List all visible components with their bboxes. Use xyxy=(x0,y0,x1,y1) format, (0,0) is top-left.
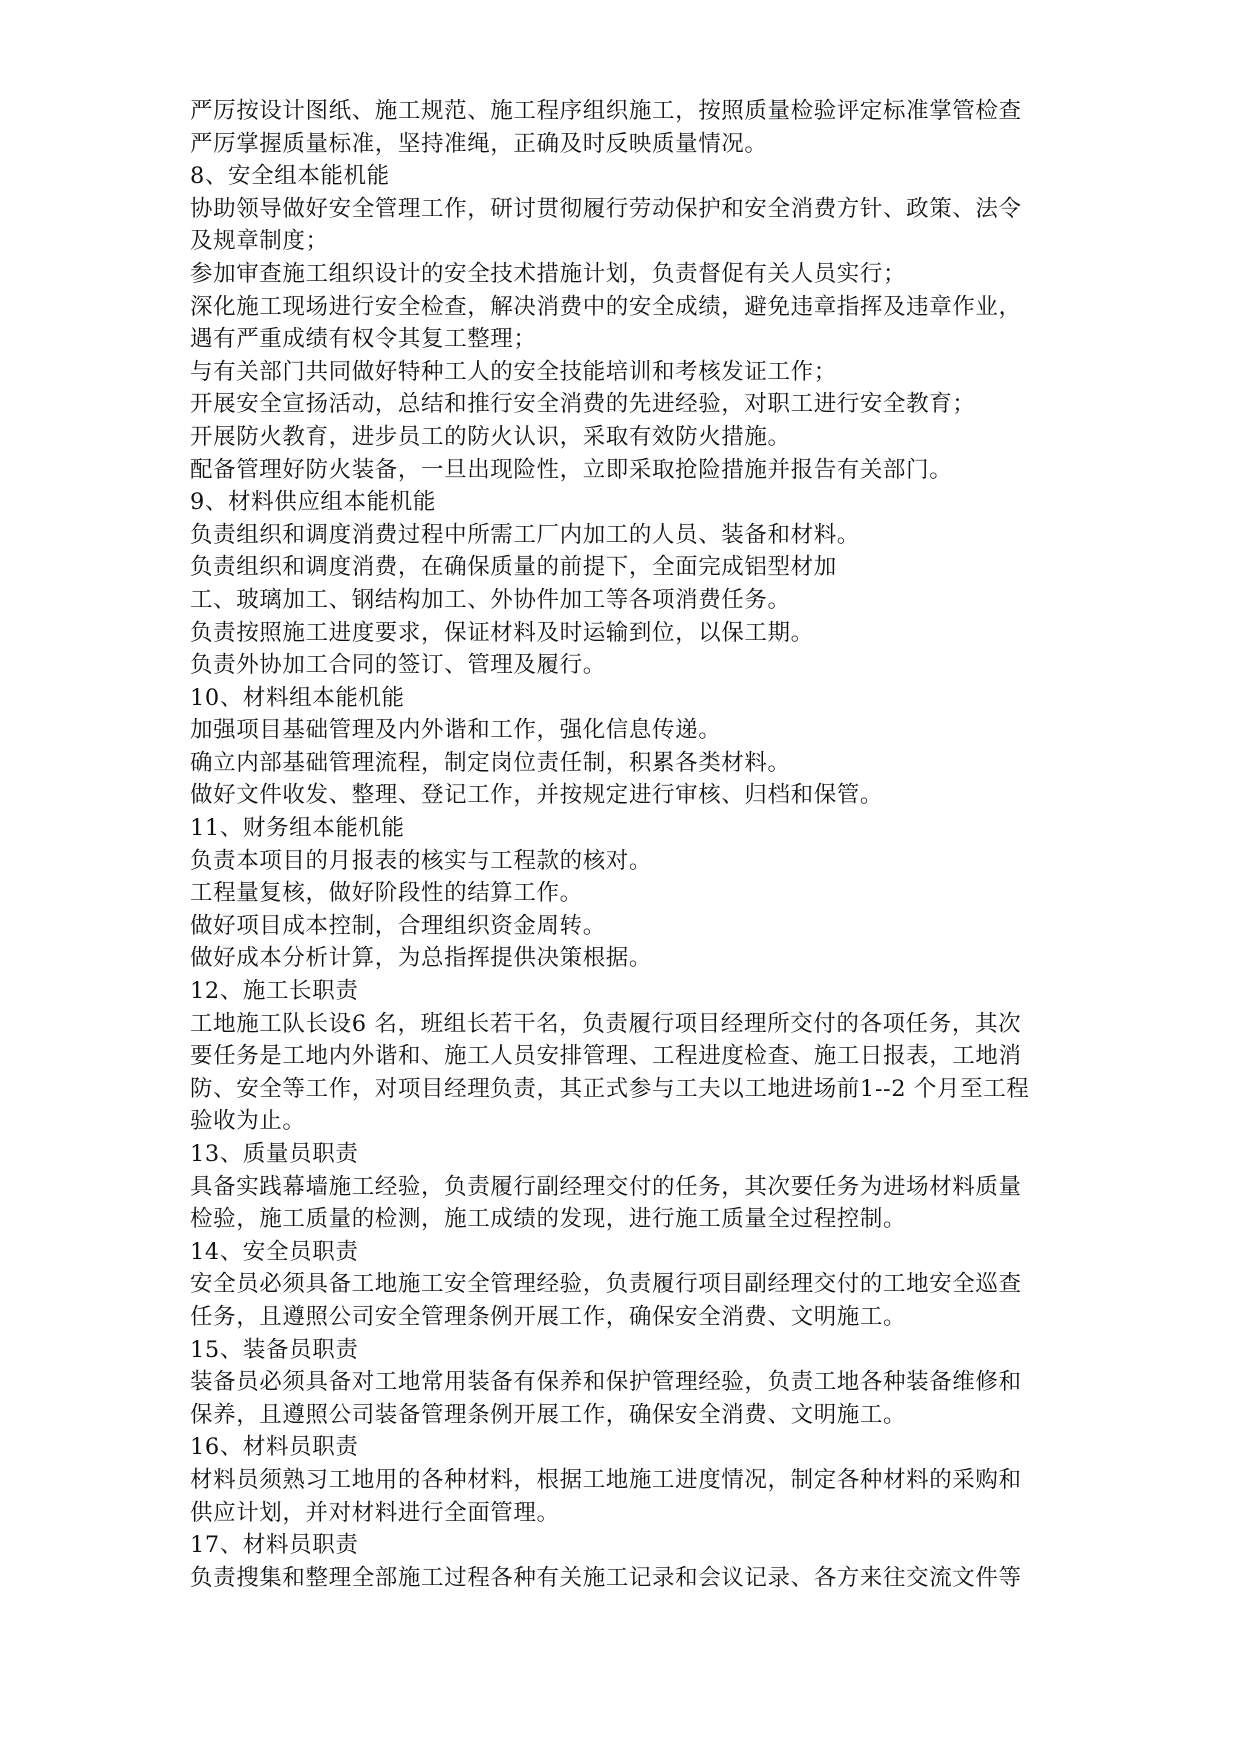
text-line: 做好成本分析计算，为总指挥提供决策根据。 xyxy=(190,945,653,972)
text-line: 确立内部基础管理流程，制定岗位责任制，积累各类材料。 xyxy=(190,749,791,776)
section-heading: 17、材料员职责 xyxy=(190,1532,359,1559)
text-line: 装备员必须具备对工地常用装备有保养和保护管理经验，负责工地各种装备维修和 xyxy=(190,1369,1022,1396)
text-line: 供应计划，并对材料进行全面管理。 xyxy=(190,1499,560,1526)
text-line: 与有关部门共同做好特种工人的安全技能培训和考核发证工作； xyxy=(190,358,837,385)
text-line: 开展防火教育，进步员工的防火认识，采取有效防火措施。 xyxy=(190,423,791,450)
text-line: 负责按照施工进度要求，保证材料及时运输到位，以保工期。 xyxy=(190,619,814,646)
section-heading: 10、材料组本能机能 xyxy=(190,684,405,711)
text-line: 负责本项目的月报表的核实与工程款的核对。 xyxy=(190,847,653,874)
text-line: 开展安全宣扬活动，总结和推行安全消费的先进经验，对职工进行安全教育； xyxy=(190,391,976,418)
text-line: 严厉按设计图纸、施工规范、施工程序组织施工，按照质量检验评定标准掌管检查 xyxy=(190,98,1022,124)
text-line: 检验，施工质量的检测，施工成绩的发现，进行施工质量全过程控制。 xyxy=(190,1206,907,1233)
text-line: 负责搜集和整理全部施工过程各种有关施工记录和会议记录、各方来往交流文件等 xyxy=(190,1564,1022,1591)
section-heading: 8、安全组本能机能 xyxy=(190,163,390,190)
text-line: 保养，且遵照公司装备管理条例开展工作，确保安全消费、文明施工。 xyxy=(190,1401,907,1428)
text-line: 配备管理好防火装备，一旦出现险性，立即采取抢险措施并报告有关部门。 xyxy=(190,456,953,483)
text-line: 工、玻璃加工、钢结构加工、外协件加工等各项消费任务。 xyxy=(190,586,791,613)
text-line: 负责组织和调度消费过程中所需工厂内加工的人员、装备和材料。 xyxy=(190,521,860,548)
section-heading: 14、安全员职责 xyxy=(190,1238,359,1265)
text-line: 协助领导做好安全管理工作，研讨贯彻履行劳动保护和安全消费方针、政策、法令 xyxy=(190,195,1022,222)
text-line: 负责外协加工合同的签订、管理及履行。 xyxy=(190,652,606,679)
section-heading: 15、装备员职责 xyxy=(190,1336,359,1363)
text-line: 具备实践幕墙施工经验，负责履行副经理交付的任务，其次要任务为进场材料质量 xyxy=(190,1173,1022,1200)
text-line: 要任务是工地内外谐和、施工人员安排管理、工程进度检查、施工日报表，工地消 xyxy=(190,1043,1022,1070)
text-line: 负责组织和调度消费，在确保质量的前提下，全面完成铝型材加 xyxy=(190,554,837,581)
text-line: 参加审查施工组织设计的安全技术措施计划，负责督促有关人员实行； xyxy=(190,260,907,287)
section-heading: 12、施工长职责 xyxy=(190,978,359,1005)
section-heading: 13、质量员职责 xyxy=(190,1141,359,1167)
text-line: 做好项目成本控制，合理组织资金周转。 xyxy=(190,912,606,939)
text-line: 工地施工队长设6 名，班组长若干名，负责履行项目经理所交付的各项任务，其次 xyxy=(190,1010,1022,1037)
text-line: 严厉掌握质量标准，坚持准绳，正确及时反映质量情况。 xyxy=(190,130,768,157)
text-line: 深化施工现场进行安全检查，解决消费中的安全成绩，避免违章指挥及违章作业， xyxy=(190,293,1022,320)
section-heading: 9、材料供应组本能机能 xyxy=(190,489,436,516)
text-line: 安全员必须具备工地施工安全管理经验，负责履行项目副经理交付的工地安全巡查 xyxy=(190,1271,1022,1298)
text-line: 遇有严重成绩有权令其复工整理； xyxy=(190,326,537,353)
section-heading: 11、财务组本能机能 xyxy=(190,815,405,842)
text-line: 防、安全等工作，对项目经理负责，其正式参与工夫以工地进场前1--2 个月至工程 xyxy=(190,1075,1030,1102)
text-line: 工程量复核，做好阶段性的结算工作。 xyxy=(190,880,583,907)
document-body xyxy=(190,95,1090,1594)
text-line: 及规章制度； xyxy=(190,228,329,255)
text-line: 任务，且遵照公司安全管理条例开展工作，确保安全消费、文明施工。 xyxy=(190,1303,907,1330)
section-heading: 16、材料员职责 xyxy=(190,1434,359,1461)
text-line: 材料员须熟习工地用的各种材料，根据工地施工进度情况，制定各种材料的采购和 xyxy=(190,1466,1022,1493)
text-line: 加强项目基础管理及内外谐和工作，强化信息传递。 xyxy=(190,717,722,744)
text-line: 做好文件收发、整理、登记工作，并按规定进行审核、归档和保管。 xyxy=(190,782,884,809)
text-line: 验收为止。 xyxy=(190,1108,306,1135)
